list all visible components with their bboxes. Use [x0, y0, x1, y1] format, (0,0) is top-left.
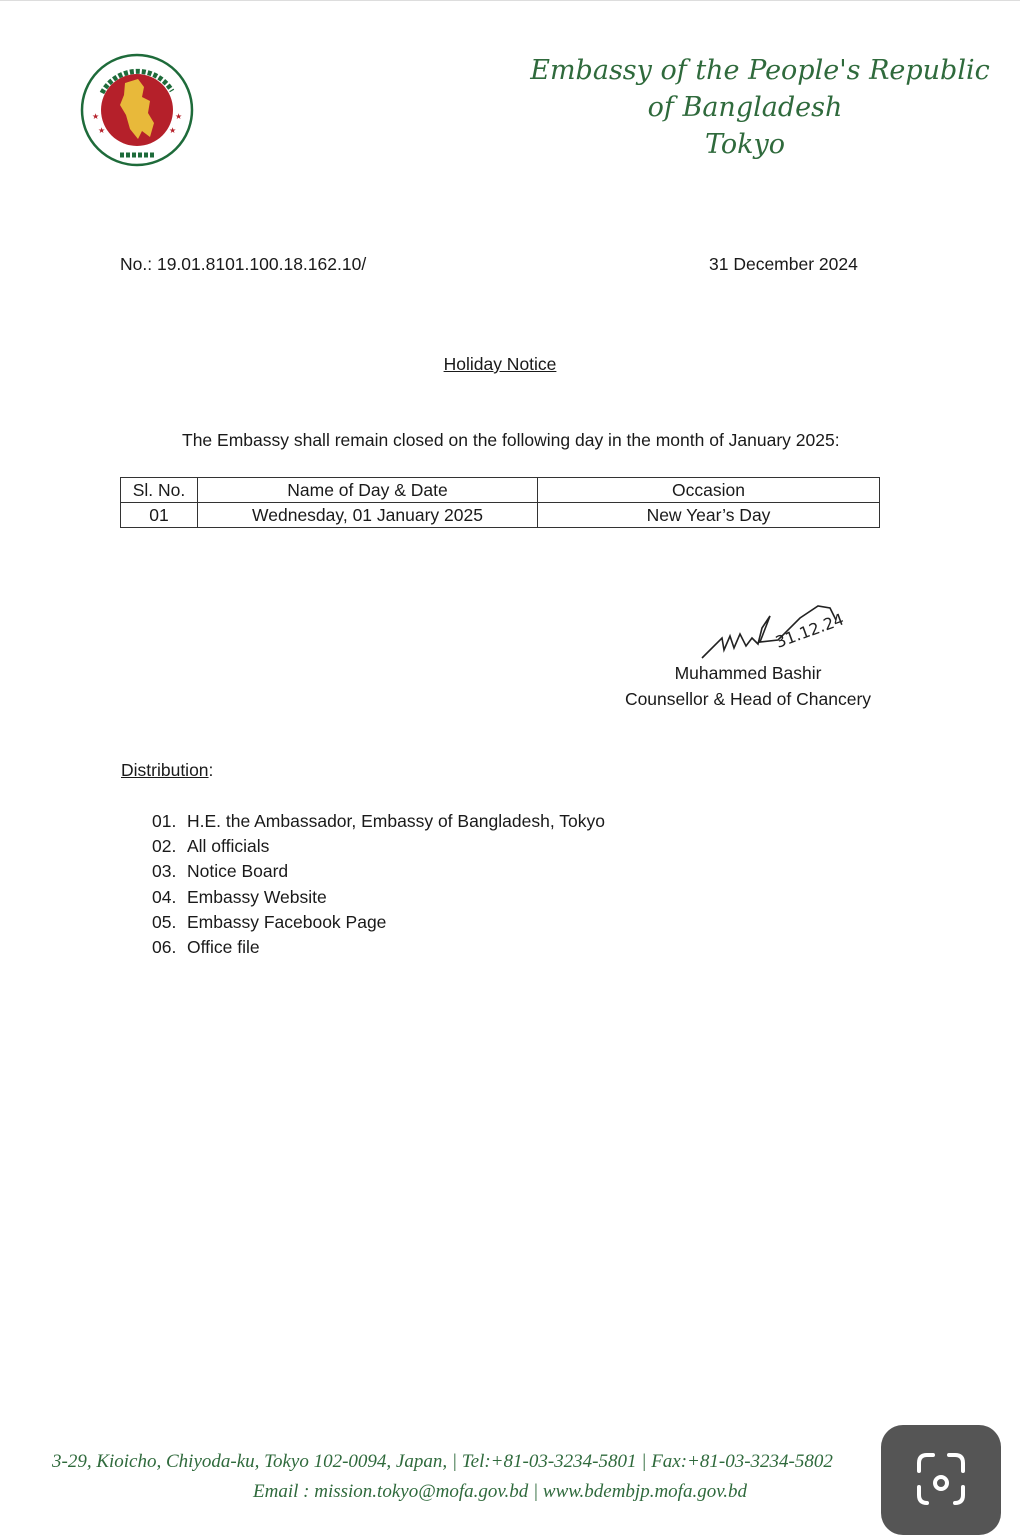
footer-contact: Email : mission.tokyo@mofa.gov.bd | www.bdembjp.mofa.gov.bd — [253, 1481, 747, 1502]
item-number: 04. — [152, 886, 177, 907]
header-occasion: Occasion — [538, 478, 880, 503]
intro-text: The Embassy shall remain closed on the following day in the month of January 2025: — [182, 430, 840, 450]
notice-title: Holiday Notice — [443, 354, 557, 374]
item-number: 06. — [152, 937, 177, 958]
letterhead-line2: of Bangladesh — [647, 92, 843, 123]
list-item — [152, 859, 605, 884]
letterhead-line3: Tokyo — [704, 129, 786, 160]
list-item — [152, 809, 605, 834]
top-border — [0, 0, 1020, 1]
list-item — [152, 834, 605, 859]
distribution-colon: : — [208, 760, 214, 780]
list-item — [152, 935, 605, 960]
item-text: Notice Board — [187, 861, 289, 882]
header-sl-no: Sl. No. — [121, 478, 198, 503]
svg-text:★: ★ — [175, 112, 183, 121]
item-number: 03. — [152, 861, 177, 882]
list-item — [152, 885, 605, 910]
government-seal-logo — [80, 53, 194, 167]
svg-text:★: ★ — [169, 126, 177, 135]
footer-address: 3-29, Kioicho, Chiyoda-ku, Tokyo 102-0094, Japan, | Tel:+81-03-3234-5801 | Fax:+81-03-3234-5802 — [52, 1451, 833, 1472]
item-number: 01. — [152, 811, 177, 831]
table-row — [121, 503, 880, 528]
signatory-designation: Counsellor & Head of Chancery — [624, 689, 872, 709]
cell-sl-no: 01 — [121, 503, 198, 528]
item-text: Embassy Facebook Page — [187, 911, 387, 932]
header-day-date: Name of Day & Date — [198, 478, 538, 503]
distribution-heading — [121, 760, 213, 781]
cell-day-date: Wednesday, 01 January 2025 — [198, 503, 538, 528]
handwritten-signature — [700, 598, 850, 660]
letterhead-line1: Embassy of the People's Republic — [530, 55, 990, 86]
svg-text:31.12.24: 31.12.24 — [772, 609, 847, 652]
item-number: 05. — [152, 911, 177, 932]
item-number: 02. — [152, 836, 177, 857]
signatory — [618, 660, 878, 712]
reference-number: No.: 19.01.8101.100.18.162.10/ — [120, 254, 367, 274]
signatory-name: Muhammed Bashir — [674, 663, 822, 683]
cell-occasion: New Year’s Day — [538, 503, 880, 528]
item-text: All officials — [187, 836, 270, 857]
svg-text:★: ★ — [98, 126, 106, 135]
table-header-row — [121, 478, 880, 503]
svg-text:★: ★ — [92, 112, 100, 121]
distribution-heading-text: Distribution — [121, 760, 209, 780]
list-item — [152, 910, 605, 935]
item-text: Embassy Website — [187, 886, 327, 907]
item-text: H.E. the Ambassador, Embassy of Bangladesh, Tokyo — [187, 811, 605, 831]
holiday-table — [120, 477, 880, 528]
letterhead — [520, 52, 1000, 163]
distribution-list — [152, 809, 605, 960]
item-text: Office file — [187, 937, 260, 958]
letter-date: 31 December 2024 — [709, 254, 858, 274]
